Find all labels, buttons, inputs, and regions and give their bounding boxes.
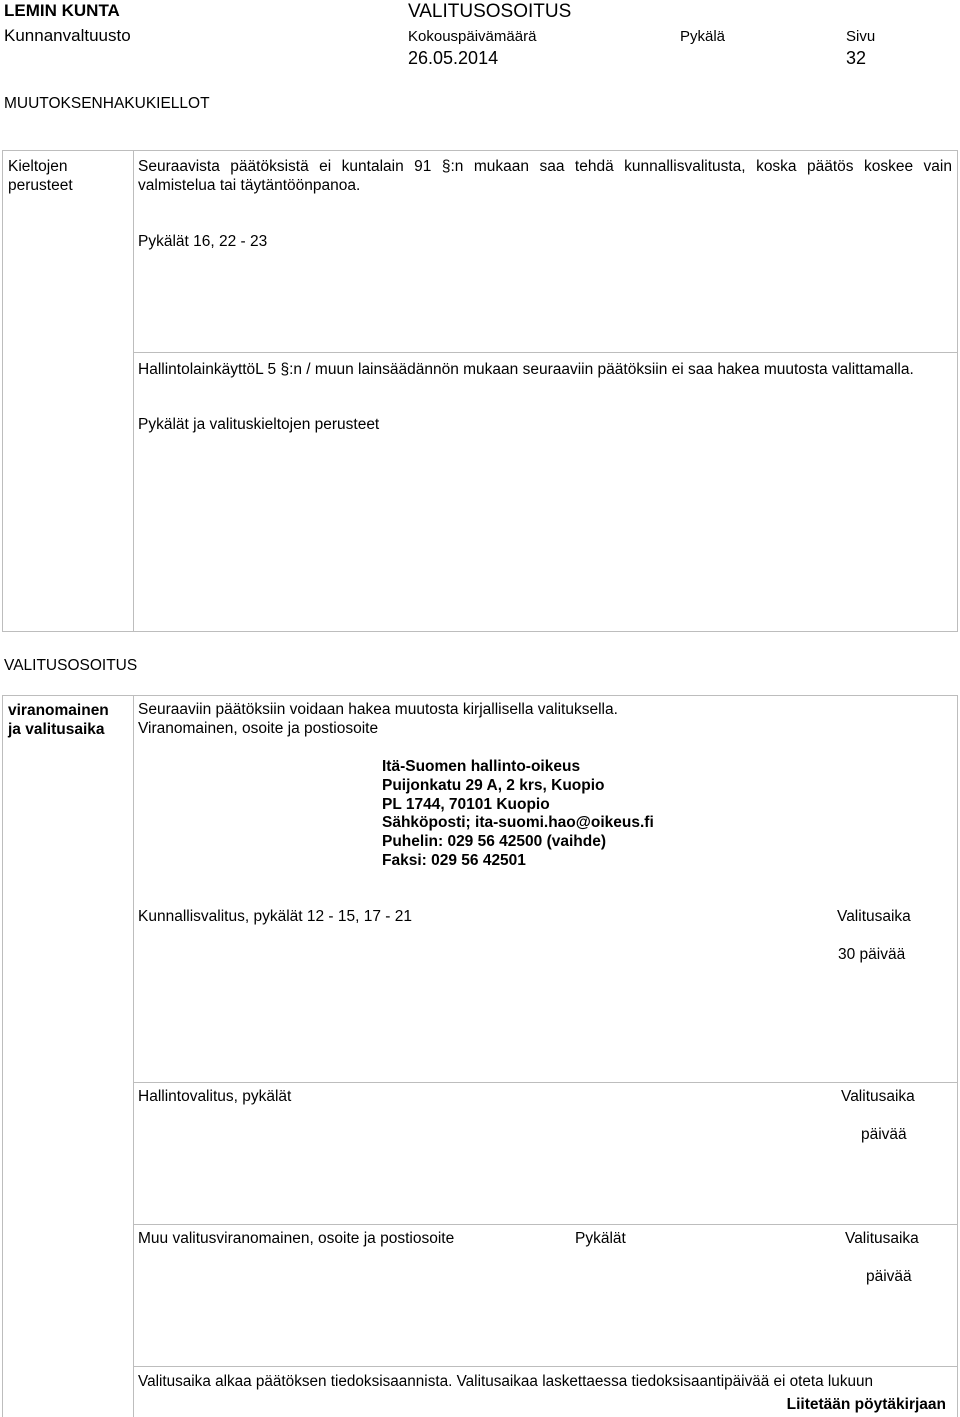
authority-name: Itä-Suomen hallinto-oikeus bbox=[382, 758, 581, 775]
meeting-date-label: Kokouspäivämäärä bbox=[408, 28, 537, 45]
municipality-name: LEMIN KUNTA bbox=[4, 1, 120, 20]
administrative-period: päivää bbox=[861, 1126, 907, 1143]
meeting-date: 26.05.2014 bbox=[408, 48, 499, 68]
attach-note: Liitetään pöytäkirjaan bbox=[786, 1396, 946, 1413]
authority-phone: Puhelin: 029 56 42500 (vaihde) bbox=[382, 833, 606, 851]
restrictions-sections-2: Pykälät ja valituskieltojen perusteet bbox=[138, 416, 380, 433]
governing-body: Kunnanvaltuusto bbox=[4, 26, 131, 45]
section-label: Pykälä bbox=[680, 28, 726, 45]
page-number: 32 bbox=[846, 48, 867, 68]
restrictions-label: Kieltojen perusteet bbox=[8, 158, 73, 194]
other-authority-label: Muu valitusviranomainen, osoite ja postiosoite bbox=[138, 1230, 455, 1247]
municipal-period-label: Valitusaika bbox=[837, 908, 911, 925]
appeal-heading: VALITUSOSOITUS bbox=[4, 657, 138, 674]
municipal-period: 30 päivää bbox=[838, 946, 906, 963]
administrative-period-label: Valitusaika bbox=[841, 1088, 915, 1105]
authority-label: Viranomainen, osoite ja postiosoite bbox=[138, 720, 379, 737]
appeal-period-note: Valitusaika alkaa päätöksen tiedoksisaannista. Valitusaikaa laskettaessa tiedoksisaantipäivää ei oteta lukuun bbox=[138, 1373, 873, 1390]
administrative-appeal-label: Hallintovalitus, pykälät bbox=[138, 1088, 292, 1105]
restrictions-text-1: Seuraavista päätöksistä ei kuntalain 91 §:n mukaan saa tehdä kunnallisvalitusta, koska päätös koskee vain valmistelua tai täytäntöönpanoa. bbox=[138, 158, 952, 194]
other-period: päivää bbox=[866, 1268, 912, 1285]
municipal-appeal-label: Kunnallisvalitus, pykälät 12 - 15, 17 - 21 bbox=[138, 908, 412, 925]
authority-postbox: PL 1744, 70101 Kuopio bbox=[382, 795, 550, 813]
other-sections-label: Pykälät bbox=[575, 1230, 626, 1247]
restrictions-heading: MUUTOKSENHAKUKIELLOT bbox=[4, 95, 210, 112]
document-title: VALITUSOSOITUS bbox=[408, 1, 572, 22]
restrictions-table bbox=[2, 150, 958, 632]
page-label: Sivu bbox=[846, 28, 876, 45]
authority-fax: Faksi: 029 56 42501 bbox=[382, 851, 526, 869]
authority-email: Sähköposti; ita-suomi.hao@oikeus.fi bbox=[382, 814, 654, 832]
other-period-label: Valitusaika bbox=[845, 1230, 919, 1247]
restrictions-sections-1: Pykälät 16, 22 - 23 bbox=[138, 233, 268, 250]
authority-street: Puijonkatu 29 A, 2 krs, Kuopio bbox=[382, 776, 605, 794]
restrictions-text-2: HallintolainkäyttöL 5 §:n / muun lainsäädännön mukaan seuraaviin päätöksiin ei saa hakea muutosta valittamalla. bbox=[138, 361, 914, 378]
authority-address bbox=[382, 758, 654, 871]
appeal-label: viranomainen ja valitusaika bbox=[8, 702, 109, 738]
appeal-intro: Seuraaviin päätöksiin voidaan hakea muutosta kirjallisella valituksella. bbox=[138, 701, 618, 718]
